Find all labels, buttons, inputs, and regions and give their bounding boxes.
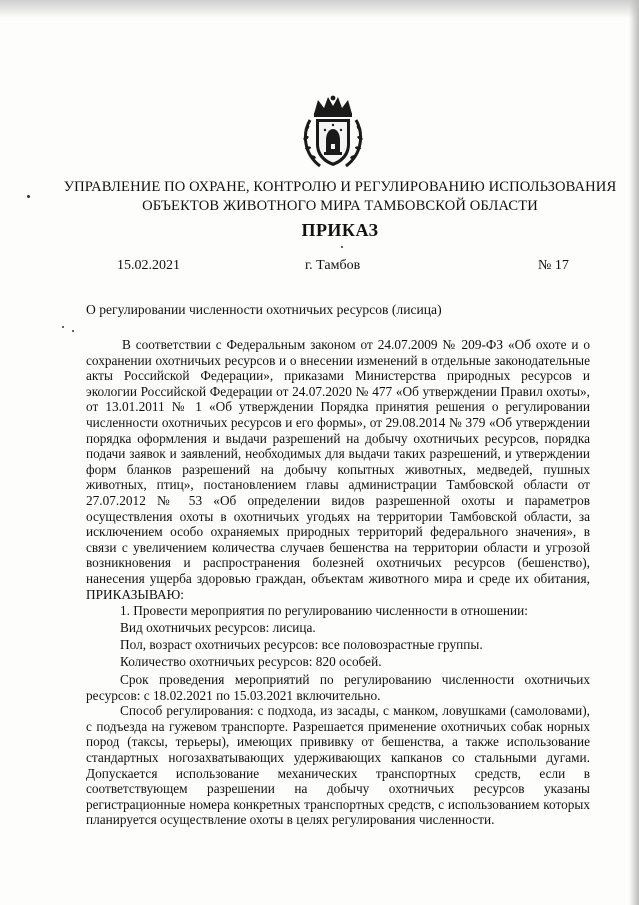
scan-speck xyxy=(62,326,64,328)
document-subject: О регулировании численности охотничьих ресурсов (лисица) xyxy=(86,302,442,317)
document-date: 15.02.2021 xyxy=(117,258,180,273)
scan-speck xyxy=(341,246,343,248)
order-item: Пол, возраст охотничьих ресурсов: все половозрастные группы. xyxy=(120,637,483,653)
order-item: Количество охотничьих ресурсов: 820 особей. xyxy=(120,654,382,670)
agency-name: УПРАВЛЕНИЕ ПО ОХРАНЕ, КОНТРОЛЮ И РЕГУЛИРОВАНИЮ ИСПОЛЬЗОВАНИЯ ОБЪЕКТОВ ЖИВОТНОГО МИРА ТАМБОВСКОЙ ОБЛАСТИ xyxy=(63,179,617,214)
document-number: № 17 xyxy=(538,258,569,273)
scan-shadow-top xyxy=(0,0,639,18)
order-item: 1. Провести мероприятия по регулированию численности в отношении: xyxy=(120,603,528,619)
term-paragraph: Срок проведения мероприятий по регулированию численности охотничьих ресурсов: с 18.02.2021 по 15.03.2021 включительно. xyxy=(86,672,590,703)
scan-speck xyxy=(27,195,30,198)
order-item: Вид охотничьих ресурсов: лисица. xyxy=(120,620,316,636)
document-body xyxy=(86,337,590,828)
scan-speck xyxy=(72,330,74,332)
preamble-paragraph: В соответствии с Федеральным законом от 24.07.2009 № 209-ФЗ «Об охоте и о сохранении охотничьих ресурсов и о внесении изменений в отдельные законодательные акты Российской Федерации», приказами Министерства природных ресурсов и экологии Российской Федерации от 24.07.2020 № 477 «Об утверждении Правил охоты», от 13.01.2011 № 1 «Об утверждении Порядка принятия решения о регулировании численности охотничьих ресурсов и его формы», от 29.08.2014 № 379 «Об утверждении порядка оформления и выдачи разрешений на добычу охотничьих ресурсов, порядка подачи заявок и заявлений, необходимых для выдачи таких разрешений, и утверждении форм бланков разрешений на добычу копытных животных, медведей, пушных животных, птиц», постановлением главы администрации Тамбовской области от 27.07.2012 № 53 «Об определении видов разрешенной охоты и параметров осуществления охоты в охотничьих угодьях на территории Тамбовской области, за исключением особо охраняемых природных территорий федерального значения», в связи с увеличением количества случаев бешенства на территории области и угрозой возникновения и распространения болезней охотничьих ресурсов (бешенство), нанесения ущерба здоровью граждан, объектам животного мира и среде их обитания, ПРИКАЗЫВАЮ: xyxy=(86,337,590,602)
tambov-coat-of-arms-icon xyxy=(300,94,366,172)
document-type: ПРИКАЗ xyxy=(301,220,379,240)
document-city: г. Тамбов xyxy=(305,258,361,273)
scan-shadow-right xyxy=(629,0,639,905)
method-paragraph: Способ регулирования: с подхода, из засады, с манком, ловушками (самоловами), с подъезда на гужевом транспорте. Разрешается применение охотничьих собак норных пород (таксы, терьеры), имеющих прививку от бешенства, а также использование стандартных ногозахватывающих удерживающих капканов со стальными дугами. Допускается использование механических транспортных средств, если в соответствующем разрешении на добычу охотничьих ресурсов указаны регистрационные номера конкретных транспортных средств, с использованием которых планируется осуществление охоты в целях регулирования численности. xyxy=(86,703,590,828)
